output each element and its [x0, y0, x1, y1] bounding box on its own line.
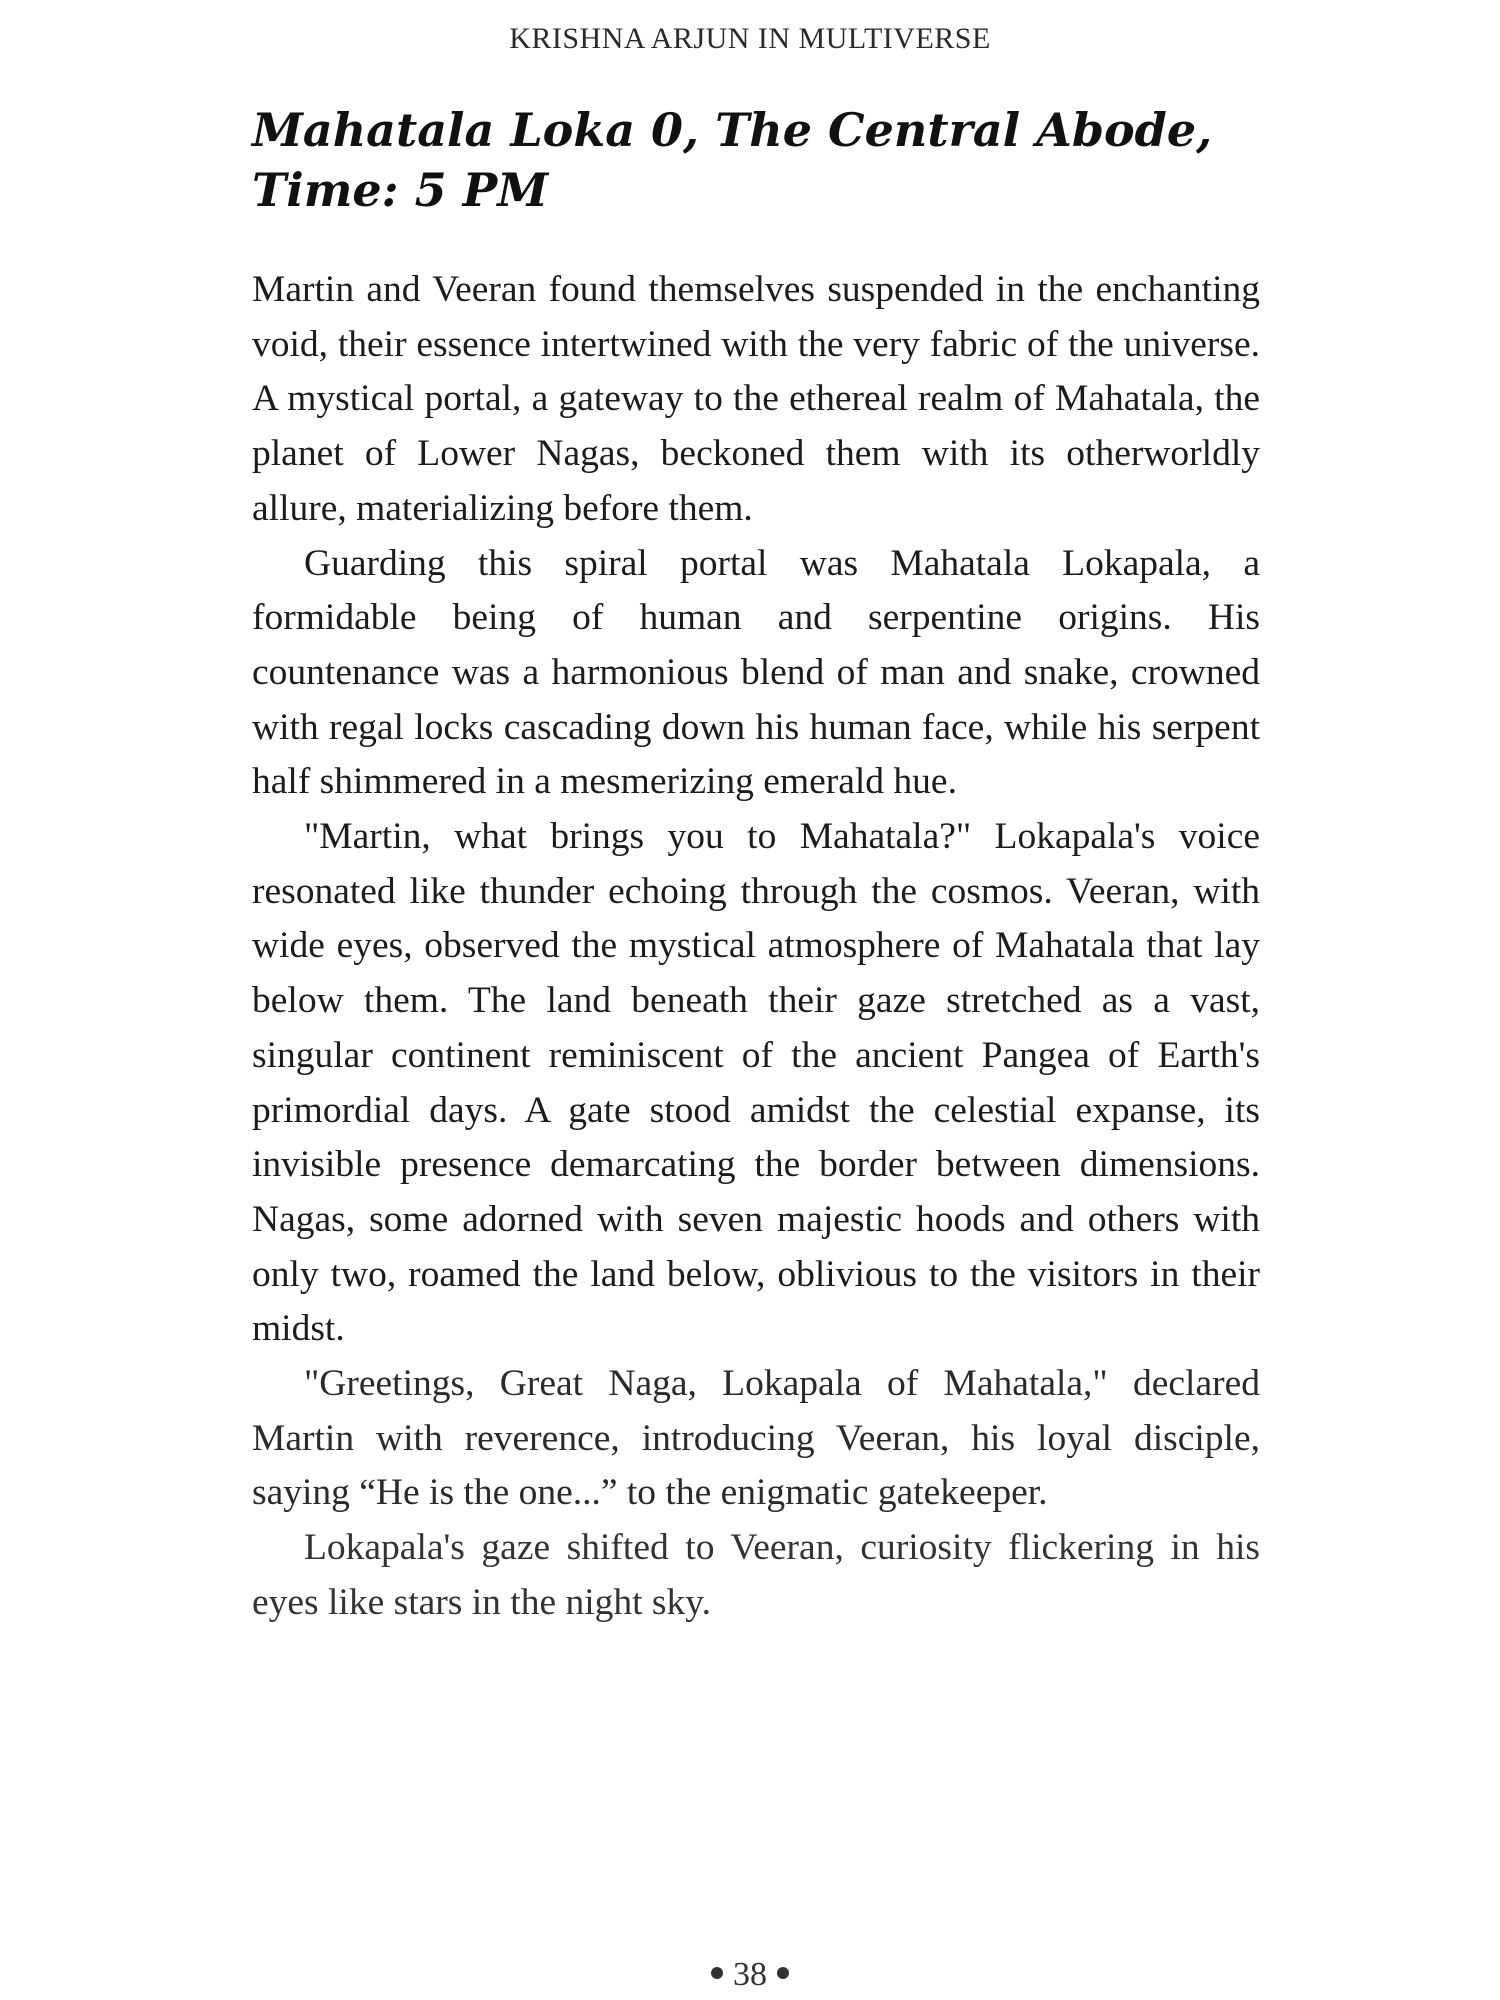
paragraph-4: "Greetings, Great Naga, Lokapala of Mahatala," declared Martin with reverence, introducing Veeran, his loyal disciple, saying “He is the one...” to the enigmatic gatekeeper.: [252, 1363, 1260, 1514]
bullet-dot-left-icon: [711, 1967, 723, 1979]
paragraph-5: Lokapala's gaze shifted to Veeran, curiosity flickering in his eyes like stars in the night sky.: [252, 1527, 1260, 1623]
paragraph-1: Martin and Veeran found themselves suspended in the enchanting void, their essence intertwined with the very fabric of the universe. A mystical portal, a gateway to the ethereal realm of Mahatala, the planet of Lower Nagas, beckoned them with its otherworldly allure, materializing before them.: [252, 269, 1260, 529]
running-header: KRISHNA ARJUN IN MULTIVERSE: [509, 22, 991, 55]
page-footer: [0, 1958, 1500, 1992]
paragraph-3: "Martin, what brings you to Mahatala?" Lokapala's voice resonated like thunder echoing through the cosmos. Veeran, with wide eyes, observed the mystical atmosphere of Mahatala that lay below them. The land beneath their gaze stretched as a vast, singular continent reminiscent of the ancient Pangea of Earth's primordial days. A gate stood amidst the celestial expanse, its invisible presence demarcating the border between dimensions. Nagas, some adorned with seven majestic hoods and others with only two, roamed the land below, oblivious to the visitors in their midst.: [252, 816, 1260, 1350]
chapter-title: Mahatala Loka 0, The Central Abode, Time: 5 PM: [252, 103, 1213, 217]
body-text: [252, 263, 1260, 1631]
page-number: 38: [733, 1956, 767, 1993]
paragraph-2: Guarding this spiral portal was Mahatala Lokapala, a formidable being of human and serpentine origins. His countenance was a harmonious blend of man and snake, crowned with regal locks cascading down his human face, while his serpent half shimmered in a mesmerizing emerald hue.: [252, 542, 1260, 803]
bullet-dot-right-icon: [777, 1967, 789, 1979]
